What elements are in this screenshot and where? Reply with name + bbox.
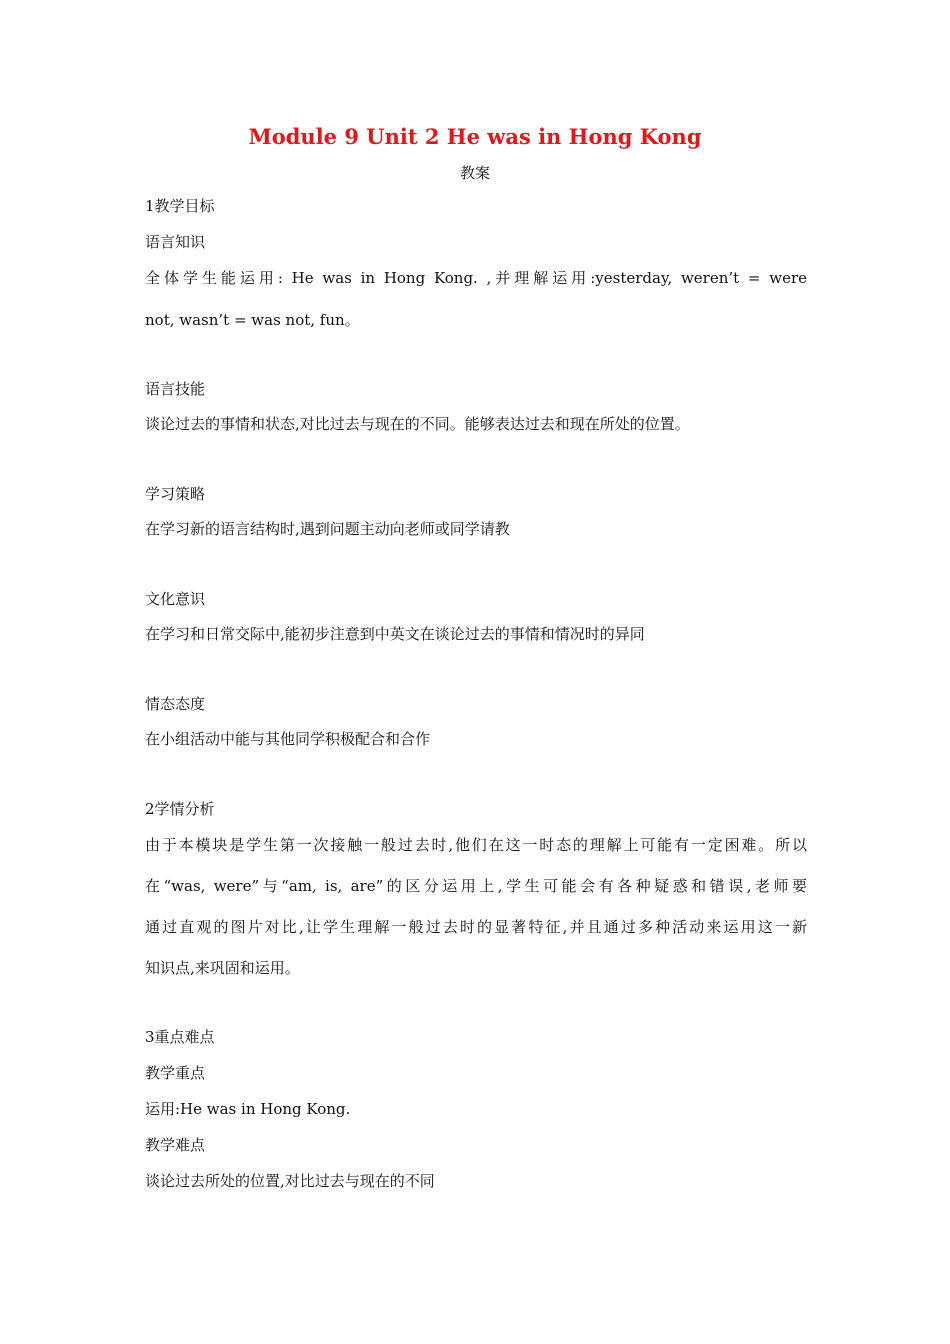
document-title: Module 9 Unit 2 He was in Hong Kong [248,124,702,149]
paragraph-line: 在学习和日常交际中,能初步注意到中英文在谈论过去的事情和情况时的异同 [145,625,645,643]
paragraph-line: 在小组活动中能与其他同学积极配合和合作 [145,730,431,748]
paragraph-line: 由于本模块是学生第一次接触一般过去时,他们在这一时态的理解上可能有一定困难。所以 [145,836,807,854]
section-heading-analysis: 2学情分析 [145,800,215,818]
subheading-cultural-awareness: 文化意识 [145,590,206,608]
document-subtitle: 教案 [459,164,490,182]
subheading-attitude: 情态态度 [145,695,206,713]
paragraph-line: not, wasn’t = was not, fun。 [145,311,360,329]
paragraph-line: 全体学生能运用: He was in Hong Kong. ,并理解运用:yesterday, weren’t = were [145,269,807,287]
paragraph-line: 在学习新的语言结构时,遇到问题主动向老师或同学请教 [145,520,510,538]
subheading-teaching-focus: 教学重点 [145,1064,206,1082]
section-heading-key-points: 3重点难点 [145,1028,215,1046]
subheading-teaching-difficulty: 教学难点 [145,1136,206,1154]
paragraph-line: 运用:He was in Hong Kong. [145,1100,351,1118]
paragraph-line: 谈论过去所处的位置,对比过去与现在的不同 [145,1172,435,1190]
subheading-learning-strategy: 学习策略 [145,485,206,503]
paragraph-line: 谈论过去的事情和状态,对比过去与现在的不同。能够表达过去和现在所处的位置。 [145,415,690,433]
paragraph-line: 知识点,来巩固和运用。 [145,959,300,977]
section-heading-objectives: 1教学目标 [145,197,215,215]
subheading-language-skills: 语言技能 [145,380,206,398]
paragraph-line: 通过直观的图片对比,让学生理解一般过去时的显著特征,并且通过多种活动来运用这一新 [145,918,807,936]
paragraph-line: 在“was, were”与“am, is, are”的区分运用上,学生可能会有各种疑惑和错误,老师要 [145,877,807,895]
subheading-language-knowledge: 语言知识 [145,233,206,251]
